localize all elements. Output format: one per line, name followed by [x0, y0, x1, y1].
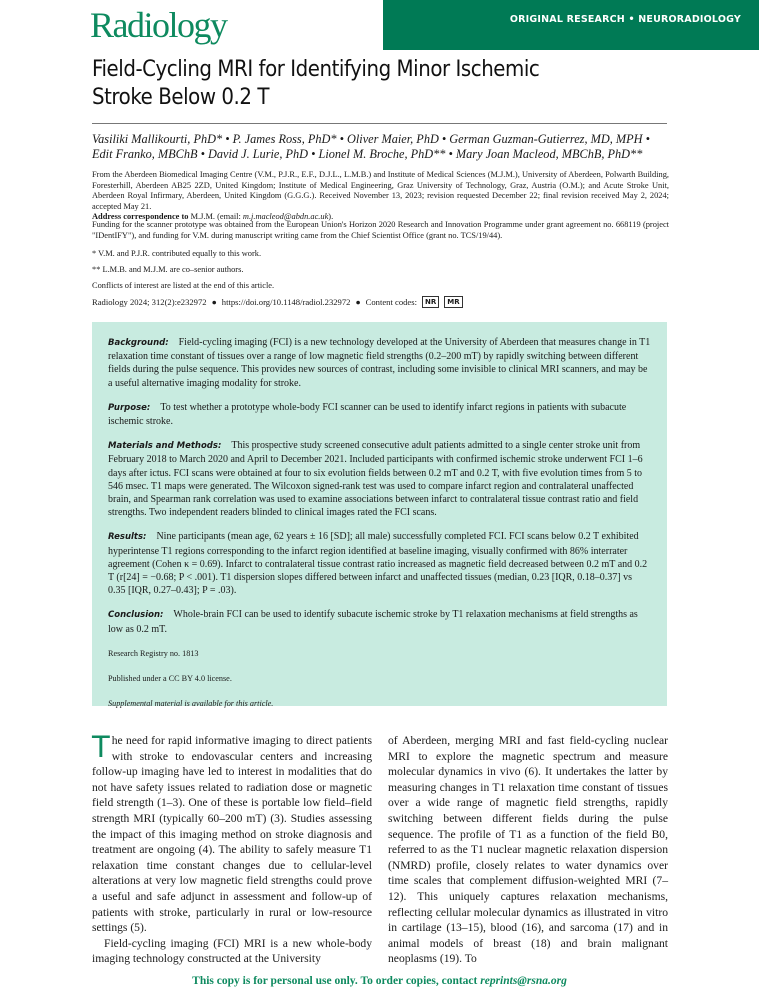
- abstract-background: Background: Field-cycling imaging (FCI) is a new technology developed at the University of Aberdeen that measures change in T1 relaxation time constant of tissues over a range of low magnetic field strengths (0.2–200 mT) by rapidly switching between different fields during the pulse sequence. This provides new sources of contrast, including some invisible to clinical MRI scanners, and may be a useful alternative imaging modality for stroke.: [108, 337, 651, 389]
- citation-ref: Radiology 2024; 312(2):e232972: [92, 297, 207, 307]
- supplemental-note: Supplemental material is available for this article.: [108, 699, 274, 709]
- body-paragraph: Field-cycling imaging (FCI) MRI is a new whole-body imaging technology constructed at the University: [92, 936, 372, 966]
- senior-author-note: ** L.M.B. and M.J.M. are co–senior authors.: [92, 265, 244, 274]
- reprints-email[interactable]: reprints@rsna.org: [480, 975, 567, 987]
- affiliation-text: From the Aberdeen Biomedical Imaging Centre (V.M., P.J.R., E.F., D.J.L., L.M.B.) and Institute of Medical Sciences (M.J.M.), University of Aberdeen, Polwarth Building, Foresterhill, Aberdeen AB25 2ZD, United Kingdom; Institute of Medical Engineering, Graz University of Technology, Graz, Austria (O.M.); and Acute Stroke Unit, Aberdeen Royal Infirmary, Aberdeen, United Kingdom (G.G.G.). Received November 13, 2023; revision requested December 22; final revision received May 2, 2024; accepted May 21.: [92, 170, 669, 211]
- author-list: Vasiliki Mallikourti, PhD* • P. James Ross, PhD* • Oliver Maier, PhD • German Guzman-Gutierrez, MD, MPH • Edit Franko, MBChB • David J. Lurie, PhD • Lionel M. Broche, PhD** • Mary Joan Macleod, MBChB, PhD**: [92, 132, 650, 161]
- article-title: Field-Cycling MRI for Identifying Minor Ischemic Stroke Below 0.2 T: [92, 57, 540, 110]
- abstract-box: [92, 322, 667, 709]
- doi-link[interactable]: https://doi.org/10.1148/radiol.232972: [221, 297, 351, 307]
- bullet: ●: [355, 297, 361, 307]
- content-code-badge: MR: [444, 296, 462, 308]
- conflicts-note: Conflicts of interest are listed at the end of this article.: [92, 281, 275, 290]
- journal-logo: Radiology: [90, 5, 227, 45]
- section-label: ORIGINAL RESEARCH • NEURORADIOLOGY: [509, 14, 741, 25]
- section-banner: [383, 0, 759, 50]
- registry-note: Research Registry no. 1813: [108, 648, 199, 658]
- abstract-purpose: Purpose: To test whether a prototype whole-body FCI scanner can be used to identify infarct regions in patients with subacute ischemic stroke.: [108, 401, 627, 428]
- correspondence-end: ).: [328, 212, 334, 222]
- abstract-results: Results: Nine participants (mean age, 62 years ± 16 [SD]; all male) successfully completed FCI. FCI scans below 0.2 T exhibited hyperintense T1 regions corresponding to the infarct region identified at baseline imaging, visually confirmed with 86% interrater agreement (Cohen κ = 0.69). Infarct to contralateral tissue contrast ratio increased as magnetic field decreased between 0.2 mT and 0.2 T (r[24] = −0.68; P < .001). T1 dispersion slopes differed between infarct and unaffected tissues (median, 0.23 [IQR, 0.18–0.37] vs 0.35 [IQR, 0.27–0.43]; P = .03).: [108, 531, 648, 597]
- drop-cap: T: [92, 730, 110, 764]
- equal-contribution-note: * V.M. and P.J.R. contributed equally to this work.: [92, 249, 262, 258]
- footer-notice: This copy is for personal use only. To order copies, contact reprints@rsna.org: [192, 975, 567, 987]
- license-note: Published under a CC BY 4.0 license.: [108, 674, 232, 684]
- bullet: ●: [211, 297, 217, 307]
- body-column-left: [92, 730, 372, 967]
- correspondence-text: M.J.M. (email:: [188, 212, 243, 222]
- correspondence-label: Address correspondence to: [92, 212, 189, 222]
- content-code-badge: NR: [422, 296, 439, 308]
- abstract-methods: Materials and Methods: This prospective study screened consecutive adult patients admitted to a single center stroke unit from February 2018 to March 2020 and April to December 2021. Included participants with confirmed ischemic stroke underwent FCI 1–6 days after ictus. FCI scans were obtained at four to six evolution fields between 0.2 mT and 0.2 T, with five evolution times from 5 to 546 msec. T1 maps were generated. The Wilcoxon signed-rank test was used to compare infarct region and contralateral unaffected brain, and Spearman rank correlation was used to examine associations between infarct to contralateral tissue contrast ratio and field strengths. Two independent readers blinded to clinical images rated the FCI scans.: [108, 440, 643, 519]
- correspondence-email[interactable]: m.j.macleod@abdn.ac.uk: [242, 212, 329, 222]
- abstract-conclusion: Conclusion: Whole-brain FCI can be used to identify subacute ischemic stroke by T1 relaxation mechanisms at field strengths as low as 0.2 mT.: [108, 609, 638, 635]
- body-column-right: [388, 733, 668, 967]
- funding-note: Funding for the scanner prototype was obtained from the European Union's Horizon 2020 Research and Innovation Programme under grant agreement no. 668119 (project "IDentIFY"), and funding for V.M. during manuscript writing came from the Chief Scientist Office (grant no. TCS/19/44).: [92, 220, 669, 240]
- affiliations: [92, 170, 669, 223]
- content-codes-label: Content codes:: [365, 297, 417, 307]
- body-paragraph: The need for rapid informative imaging to direct patients with stroke to endovascular centers and increasing follow-up imaging have led to interest in modalities that do not have safety issues related to radiation dose or magnetic field strength (1–3). One of these is portable low field–field strength MRI (typically 60–200 mT) (3). Studies assessing the impact of this imaging method on stroke diagnosis and treatment are ongoing (4). The ability to safely measure T1 relaxation time constant changes due to cellular-level alterations at very low magnetic field strengths could prove a useful and safe adjunct in assessment and follow-up of patients with stroke, particularly in rural or low-resource settings (5).: [92, 730, 372, 935]
- citation-line: [92, 296, 463, 308]
- body-paragraph: of Aberdeen, merging MRI and fast field-cycling nuclear MRI to explore the magnetic spectrum and measure molecular dynamics in vivo (6). It undertakes the latter by measuring changes in T1 relaxation time constant of tissues over a wide range of magnetic field strengths, rapidly switching between different fields during the pulse sequence. The profile of T1 as a function of the field B0, referred to as the T1 nuclear magnetic relaxation dispersion (NMRD) profile, closely relates to water dynamics over time scales that complement diffusion-weighted MRI (7–12). This uniquely captures relaxation mechanisms, reflecting cellular molecular dynamics as illustrated in vitro in cartilage (13–15), blood (16), and sarcoma (17) and in animal models of breast (18) and brain malignant neoplasms (19). To: [388, 734, 668, 966]
- title-divider: [92, 123, 667, 124]
